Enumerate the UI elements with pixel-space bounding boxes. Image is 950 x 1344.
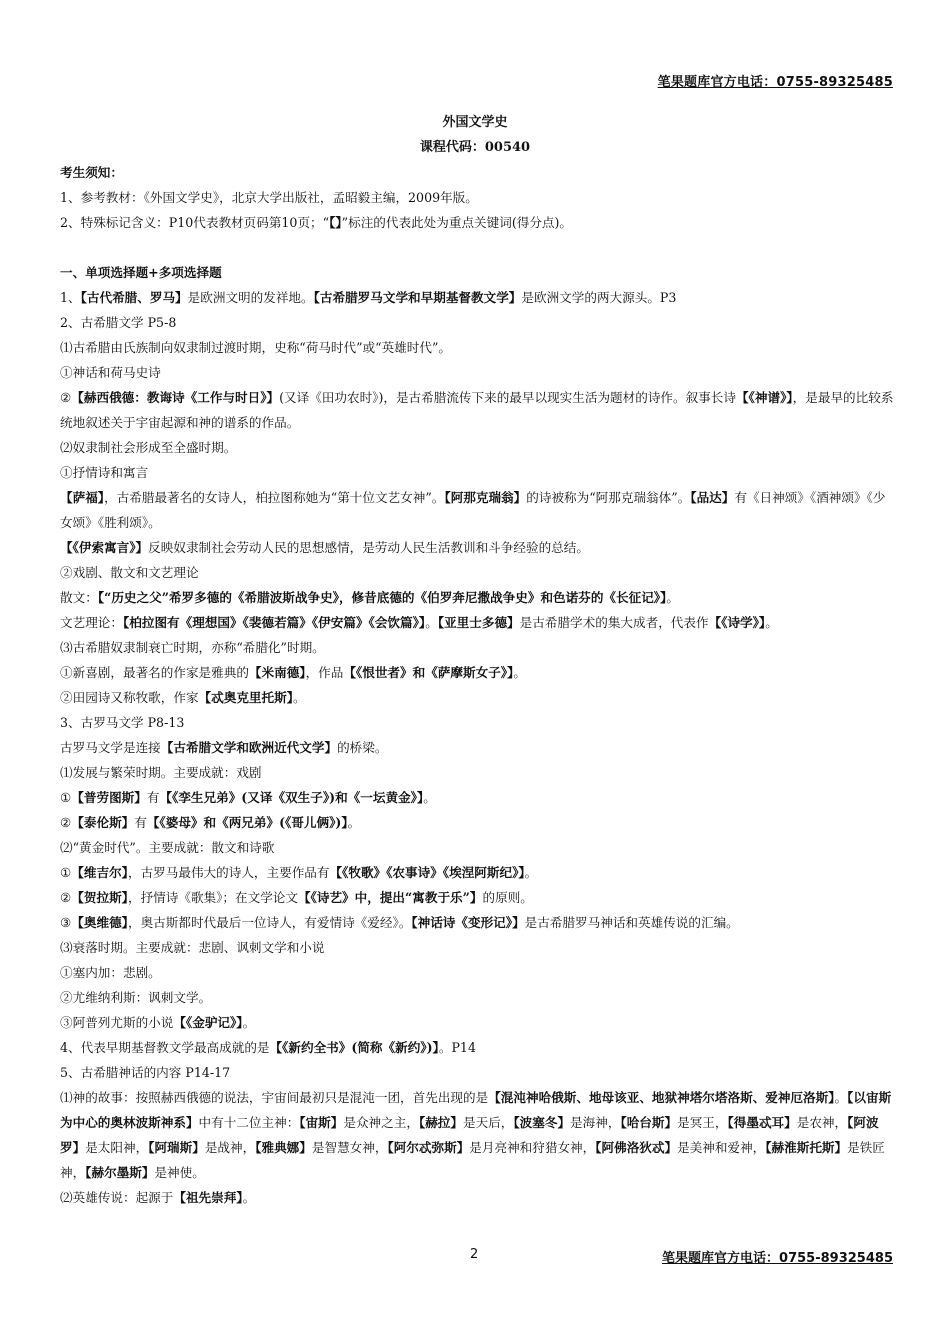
keyword-text: 【赫淮斯托斯】	[765, 1140, 848, 1155]
plain-text: 。	[666, 590, 679, 605]
plain-text: ⑴神的故事：按照赫西俄德的说法，宇宙间最初只是混沌一团，首先出现的是	[60, 1090, 489, 1105]
plain-text: ①	[60, 790, 72, 805]
plain-text: 。	[423, 790, 436, 805]
keyword-text: 【忒奥克里托斯】	[198, 690, 293, 705]
text-line	[60, 810, 895, 835]
keyword-text: 【奥维德】	[71, 915, 128, 930]
plain-text: 是欧洲文明的发祥地。	[187, 290, 314, 305]
keyword-text: 【阿波罗】	[60, 1115, 879, 1155]
keyword-text: 【哈台斯】	[620, 1115, 678, 1130]
keyword-text: 【泰伦斯】	[71, 815, 135, 830]
text-line	[60, 785, 895, 810]
plain-text: 2、特殊标记含义：P10代表教材页码第10页；“	[60, 215, 330, 230]
plain-text: ②尤维纳利斯：讽刺文学。	[60, 990, 212, 1005]
text-line	[60, 835, 895, 860]
plain-text: 1、参考教材：《外国文学史》，北京大学出版社，孟昭毅主编，2009年版。	[60, 190, 478, 205]
keyword-text: 【萨福】	[60, 490, 105, 505]
plain-text: 的原则。	[482, 890, 533, 905]
text-line	[60, 585, 895, 610]
plain-text: 文艺理论：	[60, 615, 123, 630]
plain-text: 。	[524, 865, 538, 880]
plain-text: ⑴古希腊由氏族制向奴隶制过渡时期，史称“荷马时代”或“英雄时代”。	[60, 340, 451, 355]
plain-text: ⑵奴隶制社会形成至全盛时期。	[60, 440, 237, 455]
plain-text: 是月亮神和狩猎女神，	[469, 1140, 596, 1155]
text-line	[60, 535, 895, 560]
plain-text: 是海神，	[570, 1115, 621, 1130]
plain-text: 反映奴隶制社会劳动人民的思想感情，是劳动人民生活教训和斗争经验的总结。	[148, 540, 589, 555]
keyword-text: 考生须知：	[60, 165, 123, 180]
text-line	[60, 1010, 895, 1035]
keyword-text: 【《诗学》】	[708, 615, 766, 630]
plain-text: 。	[292, 690, 306, 705]
text-line	[60, 610, 895, 635]
keyword-text: 【《孪生兄弟》(又译《双生子》)和《一坛黄金》】	[159, 790, 424, 805]
plain-text: 中有十二位主神：	[198, 1115, 300, 1130]
plain-text: 是美神和爱神，	[677, 1140, 766, 1155]
plain-text: 。	[834, 1090, 848, 1105]
text-line	[60, 485, 895, 535]
plain-text: 的桥梁。	[337, 740, 388, 755]
keyword-text: 【古代希腊、罗马】	[80, 290, 188, 305]
plain-text: 5、古希腊神话的内容 P14-17	[60, 1065, 231, 1080]
text-line	[60, 385, 895, 435]
keyword-text: 【赫拉】	[418, 1115, 463, 1130]
plain-text: 。	[242, 1190, 256, 1205]
text-line	[60, 660, 895, 685]
plain-text: ①塞内加：悲剧。	[60, 965, 161, 980]
plain-text: 。P14	[438, 1040, 476, 1055]
plain-text: 是战神，	[204, 1140, 256, 1155]
plain-text: 3、古罗马文学 P8-13	[60, 715, 185, 730]
plain-text: ③阿普列尤斯的小说	[60, 1015, 174, 1030]
document-body	[60, 160, 895, 1210]
keyword-text: 【《伊索寓言》】	[60, 540, 149, 555]
plain-text: ②	[60, 890, 72, 905]
keyword-text: 【古希腊罗马文学和早期基督教文学】	[313, 290, 522, 305]
text-line	[60, 1185, 895, 1210]
keyword-text: 【古希腊文学和欧洲近代文学】	[160, 740, 338, 755]
plain-text: ，作品	[305, 665, 344, 680]
plain-text: ，奥古斯都时代最后一位诗人，有爱情诗《爱经》。	[127, 915, 412, 930]
keyword-text: 【赫尔墨斯】	[85, 1165, 155, 1180]
text-line	[60, 1085, 895, 1185]
text-line	[60, 960, 895, 985]
text-line	[60, 935, 895, 960]
text-line	[60, 985, 895, 1010]
plain-text: ③	[60, 915, 72, 930]
text-line	[60, 735, 895, 760]
keyword-text: 【“历史之父”希罗多德的《希腊波斯战争史》，修昔底德的《伯罗奔尼撒战争史》和色诺芬的《长征记》】	[97, 590, 667, 605]
plain-text: ⑴发展与繁荣时期。主要成就：戏剧	[60, 765, 262, 780]
header-hotline: 笔果题库官方电话：0755-89325485	[657, 75, 893, 90]
plain-text: ②	[60, 815, 72, 830]
text-line	[60, 435, 895, 460]
plain-text: 是农神，	[796, 1115, 848, 1130]
keyword-text: 【亚里士多德】	[437, 615, 520, 630]
keyword-text: 【《金驴记》】	[173, 1015, 243, 1030]
keyword-text: 【《恨世者》和《萨摩斯女子》】	[343, 665, 514, 680]
plain-text: (又译《田功农时》)，是古希腊流传下来的最早以现实生活为题材的诗作。叙事长诗	[279, 390, 736, 405]
plain-text: ①抒情诗和寓言	[60, 465, 149, 480]
plain-text: ，古希腊最著名的女诗人，柏拉图称她为“第十位文艺女神”。	[104, 490, 445, 505]
keyword-text: 【《诗艺》中，提出“寓教于乐”】	[297, 890, 483, 905]
plain-text: ①	[60, 865, 72, 880]
plain-text: 有《日神颂》《酒神颂》《少女颂》《胜利颂》。	[60, 490, 886, 530]
keyword-text: 【品达】	[690, 490, 735, 505]
plain-text: ②戏剧、散文和文艺理论	[60, 565, 199, 580]
text-line	[60, 460, 895, 485]
keyword-text: 【阿瑞斯】	[148, 1140, 205, 1155]
plain-text: 有	[134, 815, 147, 830]
plain-text: 是天后，	[463, 1115, 514, 1130]
keyword-text: 【《婆母》和《两兄弟》(《哥儿俩》)】	[146, 815, 348, 830]
plain-text: 是神使。	[154, 1165, 205, 1180]
keyword-text: 一、单项选择题+多项选择题	[60, 265, 222, 280]
keyword-text: 【《牧歌》《农事诗》《埃涅阿斯纪》】	[329, 865, 525, 880]
text-line	[60, 260, 895, 285]
keyword-text: 【】	[329, 215, 342, 230]
keyword-text: 【赫西俄德：教诲诗《工作与时日》】	[71, 390, 280, 405]
keyword-text: 【波塞冬】	[513, 1115, 571, 1130]
plain-text: 有	[146, 790, 160, 805]
text-line	[60, 885, 895, 910]
plain-text: ，抒情诗《歌集》；在文学论文	[127, 890, 298, 905]
plain-text: 是古希腊学术的集大成者，代表作	[519, 615, 709, 630]
text-line	[60, 910, 895, 935]
text-line	[60, 760, 895, 785]
keyword-text: 【贺拉斯】	[71, 890, 128, 905]
text-line	[60, 185, 895, 210]
plain-text: 1、	[60, 290, 81, 305]
text-line	[60, 710, 895, 735]
document-title: 外国文学史	[442, 115, 508, 130]
plain-text: 2、古希腊文学 P5-8	[60, 315, 177, 330]
text-line	[60, 560, 895, 585]
plain-text: ，是最早的比较系统地叙述关于宇宙起源和神的谱系的作品。	[60, 390, 894, 430]
plain-text: ①新喜剧，最著名的作家是雅典的	[60, 665, 249, 680]
plain-text: 。	[347, 815, 361, 830]
text-line	[60, 210, 895, 235]
keyword-text: 【祖先崇拜】	[173, 1190, 243, 1205]
keyword-text: 【雅典娜】	[255, 1140, 312, 1155]
plain-text: 是古希腊罗马神话和英雄传说的汇编。	[524, 915, 739, 930]
text-line	[60, 360, 895, 385]
plain-text: ⑶衰落时期。主要成就：悲剧、讽刺文学和小说	[60, 940, 325, 955]
text-line	[60, 335, 895, 360]
keyword-text: 【《新约全书》(简称《新约》)】	[269, 1040, 439, 1055]
keyword-text: 【米南德】	[248, 665, 306, 680]
text-line	[60, 635, 895, 660]
keyword-text: 【《神谱》】	[736, 390, 793, 405]
plain-text: ②田园诗又称牧歌，作家	[60, 690, 199, 705]
plain-text: 4、代表早期基督教文学最高成就的是	[60, 1040, 270, 1055]
keyword-text: 【维吉尔】	[71, 865, 128, 880]
keyword-text: 【普劳图斯】	[71, 790, 147, 805]
plain-text: ”标注的代表此处为重点关键词(得分点)。	[341, 215, 573, 230]
keyword-text: 【神话诗《变形记》】	[411, 915, 525, 930]
text-line	[60, 1035, 895, 1060]
keyword-text: 【得墨忒耳】	[727, 1115, 797, 1130]
plain-text: 。	[425, 615, 438, 630]
keyword-text: 【混沌神哈俄斯、地母该亚、地狱神塔尔塔洛斯、爱神厄洛斯】	[488, 1090, 835, 1105]
page-number: 2	[470, 1247, 479, 1262]
plain-text: 古罗马文学是连接	[60, 740, 161, 755]
text-line	[60, 685, 895, 710]
plain-text: ，古罗马最伟大的诗人，主要作品有	[127, 865, 330, 880]
plain-text: 是冥王，	[677, 1115, 728, 1130]
text-line	[60, 310, 895, 335]
keyword-text: 【柏拉图有《理想国》《裴德若篇》《伊安篇》《会饮篇》】	[122, 615, 426, 630]
plain-text: 是太阳神，	[85, 1140, 149, 1155]
plain-text: 是智慧女神，	[311, 1140, 388, 1155]
keyword-text: 【阿尔忒弥斯】	[387, 1140, 470, 1155]
text-line	[60, 860, 895, 885]
text-line	[60, 160, 895, 185]
keyword-text: 【阿那克瑞翁】	[444, 490, 527, 505]
footer-hotline: 笔果题库官方电话：0755-89325485	[662, 1251, 893, 1266]
plain-text: ①神话和荷马史诗	[60, 365, 161, 380]
blank-line	[60, 235, 895, 260]
plain-text: 是铁匠神，	[60, 1140, 885, 1180]
plain-text: ⑵“黄金时代”。主要成就：散文和诗歌	[60, 840, 275, 855]
plain-text: ⑶古希腊奴隶制衰亡时期，亦称“希腊化”时期。	[60, 640, 325, 655]
plain-text: 的诗被称为“阿那克瑞翁体”。	[526, 490, 691, 505]
keyword-text: 【宙斯】	[299, 1115, 344, 1130]
keyword-text: 【以宙斯为中心的奥林波斯神系】	[60, 1090, 892, 1130]
plain-text: 是众神之主，	[343, 1115, 419, 1130]
plain-text: 。	[765, 615, 778, 630]
plain-text: ⑵英雄传说：起源于	[60, 1190, 174, 1205]
keyword-text: 【阿佛洛狄忒】	[595, 1140, 678, 1155]
plain-text: 是欧洲文学的两大源头。P3	[521, 290, 677, 305]
plain-text: 散文：	[60, 590, 98, 605]
text-line	[60, 285, 895, 310]
course-code: 课程代码：00540	[419, 140, 531, 155]
text-line	[60, 1060, 895, 1085]
plain-text: ②	[60, 390, 72, 405]
plain-text: 。	[242, 1015, 256, 1030]
plain-text: 。	[513, 665, 526, 680]
